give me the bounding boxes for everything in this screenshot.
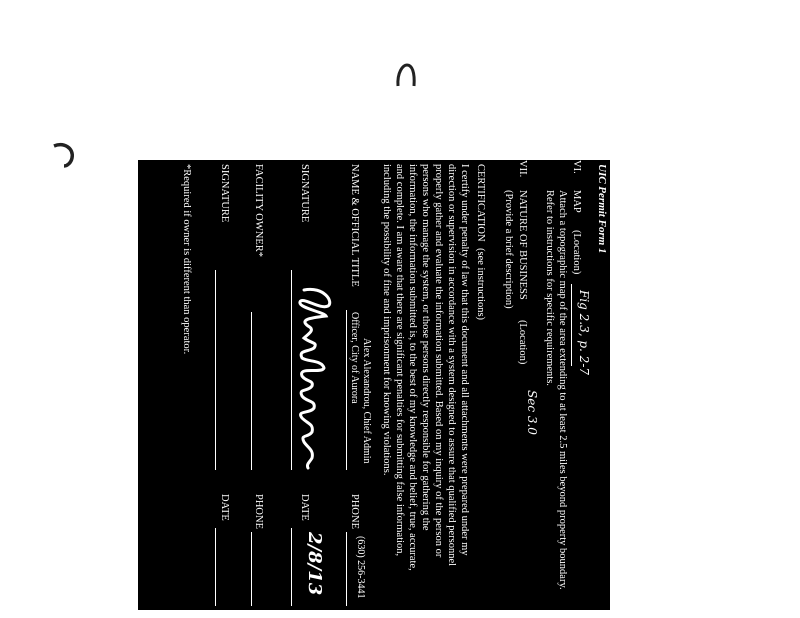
rotated-form-content: [138, 160, 610, 610]
certification-line: information, the information submitted is, to the best of my knowledge and belief, true, accurate,: [407, 164, 418, 571]
certification-line: and complete. I am aware that there are significant penalties for submitting false information,: [394, 164, 405, 557]
section-vi-label: MAP: [571, 190, 582, 213]
certification-heading: CERTIFICATION: [475, 164, 486, 242]
section-vii-number: VII.: [517, 160, 528, 178]
phone-line: [346, 532, 347, 606]
scanned-form-page: [138, 160, 610, 610]
signer-title: Officer, City of Aurora: [349, 312, 360, 404]
footnote: *Required if owner is different than operator.: [181, 164, 192, 355]
hole-punch-mark: [50, 140, 80, 170]
date-value: 2/8/13: [304, 532, 325, 596]
section-vii-location-label: (Location): [517, 320, 528, 365]
date-label: DATE: [299, 494, 310, 521]
phone-line-2: [251, 532, 252, 606]
name-title-label: NAME & OFFICIAL TITLE: [349, 164, 360, 287]
certification-line: including the possibility of fine and imprisonment for knowing violations.: [381, 164, 392, 476]
section-vi-instruction-2: Refer to instructions for specific requirements.: [544, 190, 555, 386]
signature-line: [291, 270, 292, 470]
phone-label: PHONE: [349, 494, 360, 530]
certification-heading-note: (see instructions): [475, 248, 486, 321]
date-line-2: [215, 528, 216, 606]
signer-name: Alex Alexandrou, Chief Admin: [361, 338, 372, 464]
hole-punch-mark: [395, 62, 417, 88]
section-vi-location-value: Fig 2.3, p. 2-7: [577, 290, 591, 376]
section-vi-instruction-1: Attach a topographic map of the area extending to at least 2.5 miles beyond property boundary.: [557, 190, 568, 590]
certification-line: persons who manage the system, or those persons directly responsible for gathering the: [420, 164, 431, 531]
signature-line-2: [215, 270, 216, 470]
section-vii-description: (Provide a brief description): [503, 190, 514, 309]
date-label-2: DATE: [219, 494, 230, 521]
name-title-line: [346, 310, 347, 470]
signature-label-2: SIGNATURE: [219, 164, 230, 223]
certification-line: I certify under penalty of law that this document and all attachments were prepared under my: [459, 164, 470, 556]
section-vi-number: VI.: [571, 160, 582, 174]
certification-line: direction or supervision in accordance with a system designed to assure that qualified personnel: [446, 164, 457, 567]
facility-owner-line: [251, 312, 252, 470]
handwritten-signature: [292, 282, 338, 472]
facility-owner-label: FACILITY OWNER*: [253, 164, 264, 258]
section-vi-location-label: (Location): [571, 230, 582, 275]
section-vii-label: NATURE OF BUSINESS: [517, 190, 528, 300]
section-vi-location-line: [571, 284, 572, 366]
signature-label: SIGNATURE: [299, 164, 310, 223]
phone-label-2: PHONE: [253, 494, 264, 530]
date-line: [291, 528, 292, 606]
certification-line: properly gather and evaluate the information submitted. Based on my inquiry of the person or: [433, 164, 444, 558]
form-title: UIC Permit Form 1: [596, 164, 608, 254]
section-vii-location-value: Sec 3.0: [525, 390, 539, 435]
phone-value: (630) 256-3441: [355, 536, 366, 599]
